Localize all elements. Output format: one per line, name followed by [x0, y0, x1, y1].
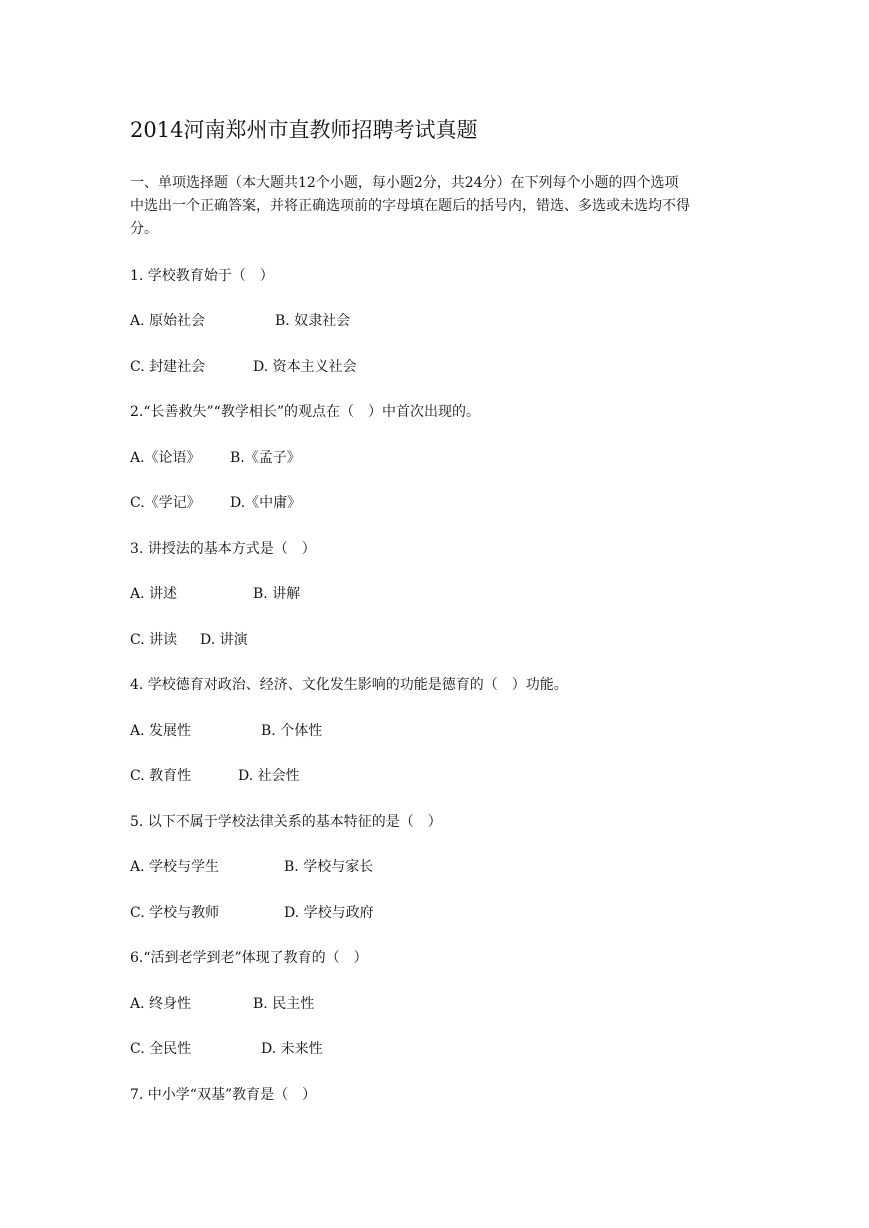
- question-1-options-row-1: [130, 310, 350, 332]
- option-c: C. 全民性: [130, 1041, 192, 1057]
- option-d: D. 资本主义社会: [253, 359, 357, 375]
- option-d: D. 学校与政府: [284, 905, 374, 921]
- instructions-line: 一、单项选择题（本大题共12个小题，每小题2分，共24分）在下列每个小题的四个选项: [130, 175, 679, 191]
- question-5-stem: 5. 以下不属于学校法律关系的基本特征的是（ ）: [130, 814, 442, 830]
- section-instructions: [130, 172, 760, 241]
- option-c: C.《学记》: [130, 495, 201, 511]
- option-b: B. 奴隶社会: [275, 313, 351, 329]
- option-b: B.《孟子》: [230, 450, 301, 466]
- option-b: B. 民主性: [253, 996, 315, 1012]
- question-3-stem: 3. 讲授法的基本方式是（ ）: [130, 541, 316, 557]
- option-a: A. 终身性: [130, 996, 192, 1012]
- question-6-options-row-1: [130, 993, 314, 1015]
- question-3-options-row-1: [130, 583, 300, 605]
- option-c: C. 教育性: [130, 768, 192, 784]
- instructions-line: 分。: [130, 221, 158, 237]
- question-1-stem: 1. 学校教育始于（ ）: [130, 268, 274, 284]
- option-a: A. 原始社会: [130, 313, 206, 329]
- question-4-options-row-1: [130, 720, 322, 742]
- option-d: D.《中庸》: [230, 495, 302, 511]
- option-d: D. 讲演: [200, 632, 248, 648]
- question-3-options-row-2: [130, 629, 248, 651]
- question-2-options-row-1: [130, 447, 301, 469]
- option-d: D. 未来性: [261, 1041, 323, 1057]
- option-a: A. 发展性: [130, 723, 192, 739]
- question-5-options-row-1: [130, 856, 373, 878]
- option-c: C. 封建社会: [130, 359, 206, 375]
- option-c: C. 讲读: [130, 632, 178, 648]
- option-a: A. 学校与学生: [130, 859, 220, 875]
- instructions-line: 中选出一个正确答案，并将正确选项前的字母填在题后的括号内，错选、多选或未选均不得: [130, 198, 690, 214]
- page-title: 2014河南郑州市直教师招聘考试真题: [130, 118, 478, 142]
- question-4-stem: 4. 学校德育对政治、经济、文化发生影响的功能是德育的（ ）功能。: [130, 677, 568, 693]
- option-b: B. 讲解: [253, 586, 301, 602]
- option-a: A. 讲述: [130, 586, 178, 602]
- question-7-stem: 7. 中小学“双基”教育是（ ）: [130, 1087, 317, 1103]
- option-b: B. 个体性: [261, 723, 323, 739]
- option-b: B. 学校与家长: [284, 859, 374, 875]
- question-4-options-row-2: [130, 765, 300, 787]
- option-a: A.《论语》: [130, 450, 201, 466]
- question-2-stem: 2.“长善救失”“教学相长”的观点在（ ）中首次出现的。: [130, 404, 480, 420]
- question-6-stem: 6.“活到老学到老”体现了教育的（ ）: [130, 950, 368, 966]
- question-6-options-row-2: [130, 1038, 323, 1060]
- option-d: D. 社会性: [238, 768, 300, 784]
- question-1-options-row-2: [130, 356, 357, 378]
- question-5-options-row-2: [130, 902, 374, 924]
- question-2-options-row-2: [130, 492, 301, 514]
- option-c: C. 学校与教师: [130, 905, 220, 921]
